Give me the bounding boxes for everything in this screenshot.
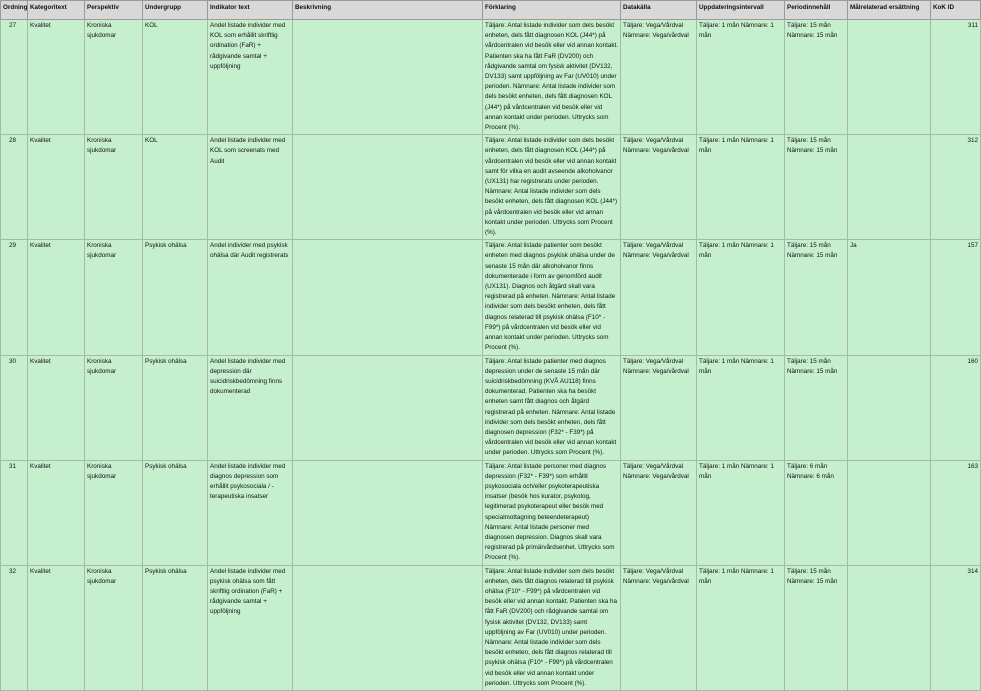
cell-ordning[interactable]: 27 [1,20,28,135]
cell-datakalla[interactable]: Täljare: Vega/Vårdval Nämnare: Vega/vårdval [621,565,697,690]
cell-beskrivning[interactable] [293,20,483,135]
cell-kok-id[interactable]: 312 [931,135,981,240]
cell-beskrivning[interactable] [293,565,483,690]
cell-forklaring[interactable]: Täljare: Antal listade individer som dels besökt enheten, dels fått diagnos relaterad till psykisk ohälsa (F10* - F99*) på vårdcentralen vid besök eller vid annan kontakt. Patienten ska ha fått FaR (DV200) och rådgivande samtal om fysisk aktivitet (DV132, DV133) samt uppföljning av Far (UV010) under perioden. Nämnare: Antal listade individer som dels besökt enheten, dels fått diagnos relaterad till psykisk ohälsa (F10* - F99*) på vårdcentralen vid besök eller vid annan kontakt under perioden. Uttrycks som Procent (%). [483,565,621,690]
cell-kok-id[interactable]: 157 [931,240,981,355]
cell-ordning[interactable]: 29 [1,240,28,355]
header-indikator-text[interactable]: Indikator text [208,1,293,20]
table-row[interactable] [1,20,981,135]
header-forklaring[interactable]: Förklaring [483,1,621,20]
cell-undergrupp[interactable]: Psykisk ohälsa [143,355,208,460]
cell-kok-id[interactable]: 160 [931,355,981,460]
cell-uppdatering[interactable]: Täljare: 1 mån Nämnare: 1 mån [697,565,785,690]
cell-malrelaterad[interactable] [848,565,931,690]
cell-period[interactable]: Täljare: 6 mån Nämnare: 6 mån [785,460,848,565]
cell-datakalla[interactable]: Täljare: Vega/Vårdval Nämnare: Vega/vårdval [621,240,697,355]
cell-ordning[interactable]: 32 [1,565,28,690]
cell-beskrivning[interactable] [293,460,483,565]
cell-kok-id[interactable]: 163 [931,460,981,565]
cell-malrelaterad[interactable] [848,355,931,460]
cell-malrelaterad[interactable] [848,460,931,565]
cell-forklaring[interactable]: Täljare: Antal listade patienter som besökt enheten med diagnos psykisk ohälsa under de senaste 15 mån där alkoholvanor finns dokumenterade i form av genomförd audit (UX131). Diagnos och åtgärd skall vara registrerad på enheten. Nämnare: Antal listade individer som dels besökt enheten, dels fått diagnos relaterad till psykisk ohälsa (F10* - F99*) på vårdcentralen vid besök eller vid annan kontakt under perioden. Uttrycks som Procent (%). [483,240,621,355]
cell-ordning[interactable]: 31 [1,460,28,565]
cell-ordning[interactable]: 28 [1,135,28,240]
cell-kategori[interactable]: Kvalitet [28,20,85,135]
cell-undergrupp[interactable]: Psykisk ohälsa [143,565,208,690]
cell-perspektiv[interactable]: Kroniska sjukdomar [85,460,143,565]
cell-period[interactable]: Täljare: 15 mån Nämnare: 15 mån [785,240,848,355]
cell-perspektiv[interactable]: Kroniska sjukdomar [85,565,143,690]
cell-uppdatering[interactable]: Täljare: 1 mån Nämnare: 1 mån [697,240,785,355]
cell-undergrupp[interactable]: Psykisk ohälsa [143,460,208,565]
cell-kategori[interactable]: Kvalitet [28,565,85,690]
header-malrelaterad-ersattning[interactable]: Målrelaterad ersättning [848,1,931,20]
cell-period[interactable]: Täljare: 15 mån Nämnare: 15 mån [785,565,848,690]
cell-indikator[interactable]: Andel listade individer med KOL som screenats med Audit [208,135,293,240]
header-periodinnehall[interactable]: Periodinnehåll [785,1,848,20]
cell-uppdatering[interactable]: Täljare: 1 mån Nämnare: 1 mån [697,20,785,135]
cell-kategori[interactable]: Kvalitet [28,135,85,240]
cell-malrelaterad[interactable] [848,20,931,135]
cell-forklaring[interactable]: Täljare: Antal listade individer som dels besökt enheten, dels fått diagnosen KOL (J44*) på vårdcentralen vid besök eller vid annan kontakt. Patienten ska ha fått FaR (DV200) och rådgivande samtal om fysisk aktivitet (DV132, DV133) samt uppföljning av Far (UV010) under perioden. Nämnare: Antal listade individer som dels besökt enheten, dels fått diagnosen KOL (J44*) på vårdcentralen vid besök eller vid annan kontakt under perioden. Uttrycks som Procent (%). [483,20,621,135]
cell-indikator[interactable]: Andel listade individer med KOL som erhållit skriftlig ordination (FaR) + rådgivande samtal + uppföljning [208,20,293,135]
cell-uppdatering[interactable]: Täljare: 1 mån Nämnare: 1 mån [697,460,785,565]
cell-perspektiv[interactable]: Kroniska sjukdomar [85,20,143,135]
cell-undergrupp[interactable]: Psykisk ohälsa [143,240,208,355]
cell-datakalla[interactable]: Täljare: Vega/Vårdval Nämnare: Vega/vårdval [621,135,697,240]
header-undergrupp[interactable]: Undergrupp [143,1,208,20]
cell-period[interactable]: Täljare: 15 mån Nämnare: 15 mån [785,355,848,460]
cell-indikator[interactable]: Andel listade individer med depression där suicidriskbedömning finns dokumenterad [208,355,293,460]
table-row[interactable] [1,565,981,690]
table-row[interactable] [1,355,981,460]
cell-undergrupp[interactable]: KOL [143,135,208,240]
cell-indikator[interactable]: Andel listade individer med diagnos depression som erhållit psykosociala / -terapeutiska insatser [208,460,293,565]
cell-kok-id[interactable]: 314 [931,565,981,690]
table-row[interactable] [1,135,981,240]
header-perspektiv[interactable]: Perspektiv [85,1,143,20]
cell-uppdatering[interactable]: Täljare: 1 mån Nämnare: 1 mån [697,135,785,240]
header-uppdateringsintervall[interactable]: Uppdateringsintervall [697,1,785,20]
header-kategoritext[interactable]: Kategoritext [28,1,85,20]
cell-uppdatering[interactable]: Täljare: 1 mån Nämnare: 1 mån [697,355,785,460]
table-row[interactable] [1,240,981,355]
cell-indikator[interactable]: Andel individer med psykisk ohälsa där Audit registrerats [208,240,293,355]
cell-kategori[interactable]: Kvalitet [28,240,85,355]
cell-period[interactable]: Täljare: 15 mån Nämnare: 15 mån [785,135,848,240]
cell-ordning[interactable]: 30 [1,355,28,460]
cell-kategori[interactable]: Kvalitet [28,355,85,460]
cell-malrelaterad[interactable]: Ja [848,240,931,355]
cell-undergrupp[interactable]: KOL [143,20,208,135]
cell-indikator[interactable]: Andel listade individer med psykisk ohälsa som fått skriftlig ordination (FaR) + rådgivande samtal + uppföljning [208,565,293,690]
cell-datakalla[interactable]: Täljare: Vega/Vårdval Nämnare: Vega/vårdval [621,460,697,565]
cell-malrelaterad[interactable] [848,135,931,240]
header-datakalla[interactable]: Datakälla [621,1,697,20]
cell-forklaring[interactable]: Täljare: Antal listade personer med diagnos depression (F32* - F39*) som erhållit psykosociala och/eller psykoterapeutiska insatser (besök hos kurator, psykolog, legitimerad psykoterapeut eller besök med specialmottagning beteendeterapeut) Nämnare: Antal listade personer med diagnosen depression. Diagnos skall vara registrerad på primärvårdsenhet. Uttrycks som Procent (%). [483,460,621,565]
header-row [1,1,981,20]
header-kok-id[interactable]: KoK ID [931,1,981,20]
cell-datakalla[interactable]: Täljare: Vega/Vårdval Nämnare: Vega/vårdval [621,355,697,460]
cell-kategori[interactable]: Kvalitet [28,460,85,565]
cell-beskrivning[interactable] [293,355,483,460]
cell-forklaring[interactable]: Täljare: Antal listade individer som dels besökt enheten, dels fått diagnosen KOL (J44*) på vårdcentralen vid besök eller vid annan kontakt samt för vilka en audit avseende alkoholvanor (UX131) har registrerats under perioden. Nämnare: Antal listade individer som dels besökt enheten, dels fått diagnosen KOL (J44*) på vårdcentralen vid besök eller vid annan kontakt under perioden. Uttrycks som Procent (%). [483,135,621,240]
cell-period[interactable]: Täljare: 15 mån Nämnare: 15 mån [785,20,848,135]
cell-beskrivning[interactable] [293,135,483,240]
cell-perspektiv[interactable]: Kroniska sjukdomar [85,240,143,355]
cell-perspektiv[interactable]: Kroniska sjukdomar [85,135,143,240]
header-ordning[interactable]: Ordning [1,1,28,20]
cell-beskrivning[interactable] [293,240,483,355]
cell-datakalla[interactable]: Täljare: Vega/Vårdval Nämnare: Vega/vårdval [621,20,697,135]
cell-forklaring[interactable]: Täljare: Antal listade patienter med diagnos depression under de senaste 15 mån där suicidriskbedömning (KVÅ AU118) finns dokumenterad. Patienten ska ha besökt enheten samt fått diagnos och åtgärd registrerad på enheten. Nämnare: Antal listade individer som dels besökt enheten, dels fått diagnosen depression (F32* - F39*) på vårdcentralen vid besök eller vid annan kontakt under perioden. Uttrycks som Procent (%). [483,355,621,460]
cell-kok-id[interactable]: 311 [931,20,981,135]
cell-perspektiv[interactable]: Kroniska sjukdomar [85,355,143,460]
table-row[interactable] [1,460,981,565]
header-beskrivning[interactable]: Beskrivning [293,1,483,20]
